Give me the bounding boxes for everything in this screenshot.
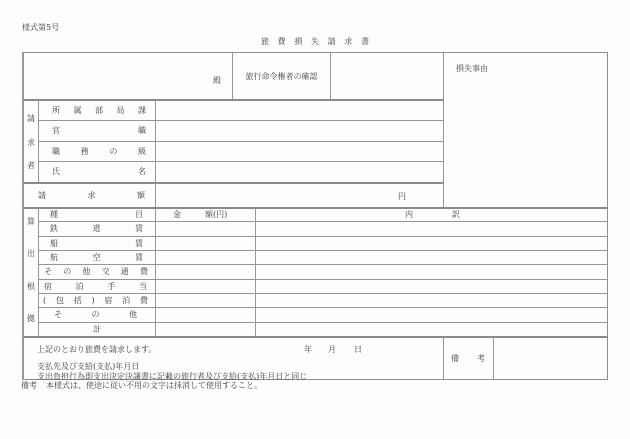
remarks-value-cell (493, 336, 608, 380)
remarks-label-cell (443, 336, 493, 380)
name-label: 氏 名 (52, 167, 146, 176)
claim-amount-label-cell (22, 182, 155, 207)
payment-date-label: 支払先及び支給(支払)年月日 (37, 362, 140, 371)
official-title-label: 官 職 (52, 126, 146, 135)
air-fare-breakdown[interactable] (256, 251, 608, 264)
job-grade-value-cell (155, 141, 443, 161)
addressee-cell (22, 52, 232, 99)
ship-fare-breakdown[interactable] (256, 237, 608, 250)
other-transport-label: そ の 他 交 通 費 (44, 267, 148, 276)
total-breakdown[interactable] (256, 323, 608, 336)
month-label: 月 (328, 345, 336, 354)
requester-row-label-cell (38, 120, 155, 141)
footnote-label: 備考 (21, 381, 37, 390)
footnote (21, 382, 262, 390)
job-grade-label: 職 務 の 級 (52, 146, 146, 156)
breakdown-header-cell (255, 207, 608, 221)
inclusive-lodging-amount[interactable] (156, 294, 255, 307)
loss-reason-label: 損失事由 (456, 64, 488, 73)
addressee-suffix: 殿 (213, 76, 221, 85)
job-grade-field[interactable] (156, 142, 443, 161)
railway-fare-amount[interactable] (156, 222, 255, 236)
inclusive-lodging-breakdown-cell (255, 293, 608, 307)
air-fare-label: 航 空 賃 (50, 252, 143, 262)
other-expense-label: そ の 他 (54, 310, 137, 319)
payment-date-note: 支出負担行為即支出決定決議書に記載の旅行者及び支給(支払)年月日と同じ (37, 372, 308, 381)
lodging-allowance-label: 宿 泊 手 当 (44, 281, 147, 291)
inclusive-lodging-amount-cell (155, 293, 255, 307)
lodging-allowance-amount[interactable] (156, 280, 255, 293)
total-breakdown-cell (255, 322, 608, 336)
calc-row-label-cell (38, 264, 155, 279)
other-transport-breakdown-cell (255, 264, 608, 279)
air-fare-amount-cell (155, 250, 255, 264)
total-amount-cell (155, 322, 255, 336)
approval-label: 旅行命令権者の確認 (245, 72, 318, 81)
ship-fare-breakdown-cell (255, 236, 608, 250)
railway-fare-breakdown[interactable] (256, 222, 608, 236)
inclusive-lodging-breakdown[interactable] (256, 294, 608, 307)
form-number: 様式第5号 (22, 23, 60, 32)
calc-row-label-cell (38, 236, 155, 250)
item-header: 種 目 (50, 210, 143, 219)
amount-header-cell (155, 207, 255, 221)
calc-row-label-cell (38, 322, 155, 336)
approval-value-cell (330, 52, 443, 99)
lodging-allowance-amount-cell (155, 279, 255, 293)
other-expense-breakdown-cell (255, 307, 608, 322)
requester-row-label-cell (38, 99, 155, 120)
item-header-cell (38, 207, 155, 221)
year-label: 年 (304, 345, 312, 354)
railway-fare-amount-cell (155, 221, 255, 236)
railway-fare-breakdown-cell (255, 221, 608, 236)
other-transport-amount-cell (155, 264, 255, 279)
railway-fare-label: 鉄 道 賃 (50, 224, 143, 233)
department-value-cell (155, 99, 443, 120)
other-expense-breakdown[interactable] (256, 308, 608, 322)
name-value-cell (155, 161, 443, 182)
loss-reason-field[interactable] (456, 79, 600, 201)
total-amount[interactable] (156, 323, 255, 336)
amount-header: 金 額(円) (173, 210, 228, 219)
approval-field[interactable] (331, 53, 443, 99)
approval-label-cell (232, 52, 330, 99)
requester-row-label-cell (38, 161, 155, 182)
lodging-allowance-breakdown[interactable] (256, 280, 608, 293)
calc-row-label-cell (38, 279, 155, 293)
breakdown-header: 内 訳 (405, 210, 460, 219)
footnote-text: 本様式は、使途に従い不用の文字は抹消して使用すること。 (46, 381, 262, 390)
other-expense-amount-cell (155, 307, 255, 322)
travel-expense-loss-claim-form (22, 52, 608, 380)
calc-row-label-cell (38, 221, 155, 236)
official-title-value-cell (155, 120, 443, 141)
calc-row-label-cell (38, 293, 155, 307)
day-label: 日 (354, 345, 362, 354)
calc-row-label-cell (38, 307, 155, 322)
ship-fare-amount[interactable] (156, 237, 255, 250)
claim-amount-value-cell (155, 182, 443, 207)
calc-row-label-cell (38, 250, 155, 264)
remarks-label: 備 考 (451, 354, 485, 363)
requester-row-label-cell (38, 141, 155, 161)
name-field[interactable] (156, 162, 443, 182)
total-label: 計 (93, 324, 101, 334)
air-fare-amount[interactable] (156, 251, 255, 264)
other-transport-amount[interactable] (156, 265, 255, 279)
declaration-cell (22, 336, 443, 380)
other-transport-breakdown[interactable] (256, 265, 608, 279)
declaration-statement: 上記のとおり旅費を請求します。 (37, 345, 157, 354)
department-label: 所 属 部 局 課 (52, 105, 146, 115)
inclusive-lodging-label: ( 包 括 ) 宿 泊 費 (43, 295, 148, 305)
air-fare-breakdown-cell (255, 250, 608, 264)
ship-fare-amount-cell (155, 236, 255, 250)
ship-fare-label: 船 賃 (50, 238, 143, 248)
addressee-field[interactable] (24, 53, 232, 99)
requester-group-label: 請 求 者 (22, 99, 38, 182)
official-title-field[interactable] (156, 121, 443, 141)
calculation-group-label: 算 出 根 拠 (22, 207, 38, 336)
yen-unit: 円 (398, 192, 406, 201)
other-expense-amount[interactable] (156, 308, 255, 322)
loss-reason-cell (443, 52, 608, 207)
lodging-allowance-breakdown-cell (255, 279, 608, 293)
remarks-field[interactable] (494, 338, 608, 380)
claim-amount-label: 請 求 額 (38, 190, 145, 200)
form-title: 旅 費 損 失 請 求 書 (261, 37, 369, 46)
department-field[interactable] (156, 101, 443, 120)
